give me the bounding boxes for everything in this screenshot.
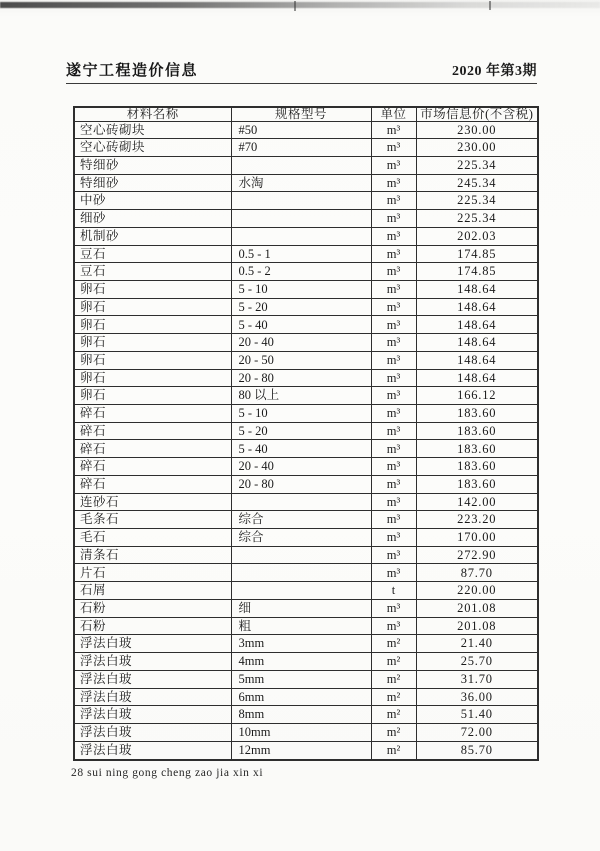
- spec-cell: 6mm: [231, 688, 371, 706]
- material-name-cell: 碎石: [74, 422, 231, 440]
- spec-cell: 5 - 40: [231, 316, 371, 334]
- table-row: [74, 210, 538, 228]
- price-cell: 183.60: [416, 475, 538, 493]
- price-cell: 201.08: [416, 617, 538, 635]
- header-rule: [66, 83, 537, 84]
- table-row: [74, 405, 538, 423]
- material-name-cell: 浮法白玻: [74, 723, 231, 741]
- spec-cell: 5 - 20: [231, 422, 371, 440]
- material-name-cell: 碎石: [74, 405, 231, 423]
- unit-cell: m³: [371, 334, 416, 352]
- price-cell: 183.60: [416, 458, 538, 476]
- price-cell: 183.60: [416, 422, 538, 440]
- table-row: [74, 351, 538, 369]
- table-row: [74, 192, 538, 210]
- material-name-cell: 卵石: [74, 298, 231, 316]
- col-header-unit: 单位: [371, 107, 416, 121]
- unit-cell: m³: [371, 351, 416, 369]
- price-cell: 225.34: [416, 192, 538, 210]
- material-name-cell: 石屑: [74, 582, 231, 600]
- price-cell: 174.85: [416, 245, 538, 263]
- material-name-cell: 豆石: [74, 263, 231, 281]
- price-cell: 166.12: [416, 387, 538, 405]
- unit-cell: m²: [371, 723, 416, 741]
- material-name-cell: 浮法白玻: [74, 706, 231, 724]
- spec-cell: #50: [231, 121, 371, 139]
- spec-cell: 5 - 10: [231, 280, 371, 298]
- price-cell: 170.00: [416, 529, 538, 547]
- material-name-cell: 浮法白玻: [74, 741, 231, 760]
- material-name-cell: 卵石: [74, 351, 231, 369]
- spec-cell: [231, 156, 371, 174]
- price-cell: 142.00: [416, 493, 538, 511]
- unit-cell: m³: [371, 475, 416, 493]
- table-row: [74, 475, 538, 493]
- unit-cell: m²: [371, 706, 416, 724]
- scan-speck: [294, 1, 296, 11]
- spec-cell: #70: [231, 139, 371, 157]
- spec-cell: 4mm: [231, 653, 371, 671]
- table-row: [74, 298, 538, 316]
- table-row: [74, 723, 538, 741]
- spec-cell: 20 - 80: [231, 369, 371, 387]
- material-name-cell: 浮法白玻: [74, 653, 231, 671]
- table-row: [74, 564, 538, 582]
- price-cell: 148.64: [416, 280, 538, 298]
- spec-cell: [231, 210, 371, 228]
- material-name-cell: 细砂: [74, 210, 231, 228]
- spec-cell: 0.5 - 2: [231, 263, 371, 281]
- spec-cell: [231, 546, 371, 564]
- material-name-cell: 碎石: [74, 475, 231, 493]
- material-name-cell: 空心砖砌块: [74, 139, 231, 157]
- price-cell: 230.00: [416, 139, 538, 157]
- price-cell: 85.70: [416, 741, 538, 760]
- material-name-cell: 浮法白玻: [74, 635, 231, 653]
- price-cell: 225.34: [416, 156, 538, 174]
- unit-cell: m²: [371, 741, 416, 760]
- publication-title: 遂宁工程造价信息: [66, 63, 199, 79]
- material-name-cell: 特细砂: [74, 156, 231, 174]
- material-name-cell: 卵石: [74, 369, 231, 387]
- material-name-cell: 浮法白玻: [74, 670, 231, 688]
- table-header-row: [74, 107, 538, 121]
- price-cell: 148.64: [416, 334, 538, 352]
- unit-cell: m³: [371, 280, 416, 298]
- unit-cell: m³: [371, 139, 416, 157]
- table-row: [74, 511, 538, 529]
- table-row: [74, 139, 538, 157]
- unit-cell: m³: [371, 227, 416, 245]
- material-name-cell: 连砂石: [74, 493, 231, 511]
- col-header-market-price: 市场信息价(不含税): [416, 107, 538, 121]
- spec-cell: 20 - 50: [231, 351, 371, 369]
- spec-cell: [231, 493, 371, 511]
- material-name-cell: 豆石: [74, 245, 231, 263]
- table-row: [74, 529, 538, 547]
- material-name-cell: 卵石: [74, 280, 231, 298]
- material-name-cell: 碎石: [74, 458, 231, 476]
- price-cell: 31.70: [416, 670, 538, 688]
- scan-speck: [489, 1, 491, 10]
- price-cell: 225.34: [416, 210, 538, 228]
- table-row: [74, 227, 538, 245]
- spec-cell: 水淘: [231, 174, 371, 192]
- material-name-cell: 卵石: [74, 316, 231, 334]
- table-row: [74, 440, 538, 458]
- material-name-cell: 浮法白玻: [74, 688, 231, 706]
- unit-cell: m³: [371, 298, 416, 316]
- table-row: [74, 653, 538, 671]
- price-cell: 51.40: [416, 706, 538, 724]
- table-row: [74, 546, 538, 564]
- unit-cell: m³: [371, 405, 416, 423]
- unit-cell: m³: [371, 245, 416, 263]
- spec-cell: 粗: [231, 617, 371, 635]
- unit-cell: m³: [371, 369, 416, 387]
- material-name-cell: 清条石: [74, 546, 231, 564]
- unit-cell: m³: [371, 458, 416, 476]
- table-row: [74, 263, 538, 281]
- unit-cell: m²: [371, 688, 416, 706]
- unit-cell: t: [371, 582, 416, 600]
- price-cell: 202.03: [416, 227, 538, 245]
- unit-cell: m³: [371, 121, 416, 139]
- price-cell: 148.64: [416, 351, 538, 369]
- price-cell: 148.64: [416, 298, 538, 316]
- unit-cell: m³: [371, 210, 416, 228]
- table-row: [74, 387, 538, 405]
- unit-cell: m³: [371, 511, 416, 529]
- table-row: [74, 174, 538, 192]
- spec-cell: 20 - 80: [231, 475, 371, 493]
- table-row: [74, 493, 538, 511]
- material-name-cell: 片石: [74, 564, 231, 582]
- table-row: [74, 582, 538, 600]
- material-name-cell: 卵石: [74, 387, 231, 405]
- spec-cell: 5 - 10: [231, 405, 371, 423]
- spec-cell: 80 以上: [231, 387, 371, 405]
- spec-cell: 20 - 40: [231, 334, 371, 352]
- material-name-cell: 石粉: [74, 599, 231, 617]
- spec-cell: 5 - 40: [231, 440, 371, 458]
- spec-cell: 0.5 - 1: [231, 245, 371, 263]
- table-row: [74, 369, 538, 387]
- spec-cell: 5 - 20: [231, 298, 371, 316]
- price-cell: 183.60: [416, 405, 538, 423]
- material-name-cell: 石粉: [74, 617, 231, 635]
- table-row: [74, 280, 538, 298]
- unit-cell: m³: [371, 599, 416, 617]
- spec-cell: 综合: [231, 529, 371, 547]
- unit-cell: m³: [371, 493, 416, 511]
- price-cell: 220.00: [416, 582, 538, 600]
- page-header: [66, 59, 537, 80]
- price-cell: 223.20: [416, 511, 538, 529]
- col-header-material-name: 材料名称: [74, 107, 231, 121]
- table-row: [74, 334, 538, 352]
- table-row: [74, 316, 538, 334]
- unit-cell: m³: [371, 263, 416, 281]
- unit-cell: m³: [371, 564, 416, 582]
- spec-cell: 3mm: [231, 635, 371, 653]
- spec-cell: 12mm: [231, 741, 371, 760]
- unit-cell: m³: [371, 617, 416, 635]
- material-price-table: [73, 106, 539, 761]
- spec-cell: [231, 192, 371, 210]
- unit-cell: m³: [371, 440, 416, 458]
- price-cell: 230.00: [416, 121, 538, 139]
- price-cell: 21.40: [416, 635, 538, 653]
- unit-cell: m³: [371, 387, 416, 405]
- table-row: [74, 599, 538, 617]
- spec-cell: [231, 564, 371, 582]
- price-cell: 201.08: [416, 599, 538, 617]
- spec-cell: 10mm: [231, 723, 371, 741]
- spec-cell: [231, 582, 371, 600]
- spec-cell: [231, 227, 371, 245]
- table-header: [74, 107, 538, 121]
- issue-label: 2020 年第3期: [452, 64, 537, 79]
- table-row: [74, 156, 538, 174]
- unit-cell: m²: [371, 670, 416, 688]
- price-cell: 87.70: [416, 564, 538, 582]
- material-name-cell: 毛石: [74, 529, 231, 547]
- unit-cell: m³: [371, 192, 416, 210]
- material-name-cell: 空心砖砌块: [74, 121, 231, 139]
- unit-cell: m³: [371, 529, 416, 547]
- unit-cell: m²: [371, 653, 416, 671]
- price-cell: 72.00: [416, 723, 538, 741]
- spec-cell: 20 - 40: [231, 458, 371, 476]
- material-name-cell: 中砂: [74, 192, 231, 210]
- table-row: [74, 422, 538, 440]
- material-name-cell: 卵石: [74, 334, 231, 352]
- table-row: [74, 670, 538, 688]
- price-cell: 183.60: [416, 440, 538, 458]
- unit-cell: m³: [371, 316, 416, 334]
- table-row: [74, 121, 538, 139]
- unit-cell: m³: [371, 546, 416, 564]
- spec-cell: 细: [231, 599, 371, 617]
- price-cell: 25.70: [416, 653, 538, 671]
- price-cell: 148.64: [416, 369, 538, 387]
- material-name-cell: 碎石: [74, 440, 231, 458]
- table-row: [74, 741, 538, 760]
- table-row: [74, 706, 538, 724]
- col-header-spec-model: 规格型号: [231, 107, 371, 121]
- unit-cell: m²: [371, 635, 416, 653]
- material-name-cell: 毛条石: [74, 511, 231, 529]
- table-row: [74, 688, 538, 706]
- price-cell: 272.90: [416, 546, 538, 564]
- price-cell: 36.00: [416, 688, 538, 706]
- table-body: [74, 121, 538, 760]
- material-name-cell: 机制砂: [74, 227, 231, 245]
- material-name-cell: 特细砂: [74, 174, 231, 192]
- unit-cell: m³: [371, 156, 416, 174]
- price-cell: 148.64: [416, 316, 538, 334]
- spec-cell: 综合: [231, 511, 371, 529]
- spec-cell: 8mm: [231, 706, 371, 724]
- spec-cell: 5mm: [231, 670, 371, 688]
- table-row: [74, 458, 538, 476]
- unit-cell: m³: [371, 174, 416, 192]
- price-cell: 245.34: [416, 174, 538, 192]
- unit-cell: m³: [371, 422, 416, 440]
- table-row: [74, 635, 538, 653]
- scan-artifact-top-edge: [0, 2, 600, 8]
- price-cell: 174.85: [416, 263, 538, 281]
- table-row: [74, 245, 538, 263]
- table-row: [74, 617, 538, 635]
- page-footer: 28 sui ning gong cheng zao jia xin xi: [71, 767, 264, 779]
